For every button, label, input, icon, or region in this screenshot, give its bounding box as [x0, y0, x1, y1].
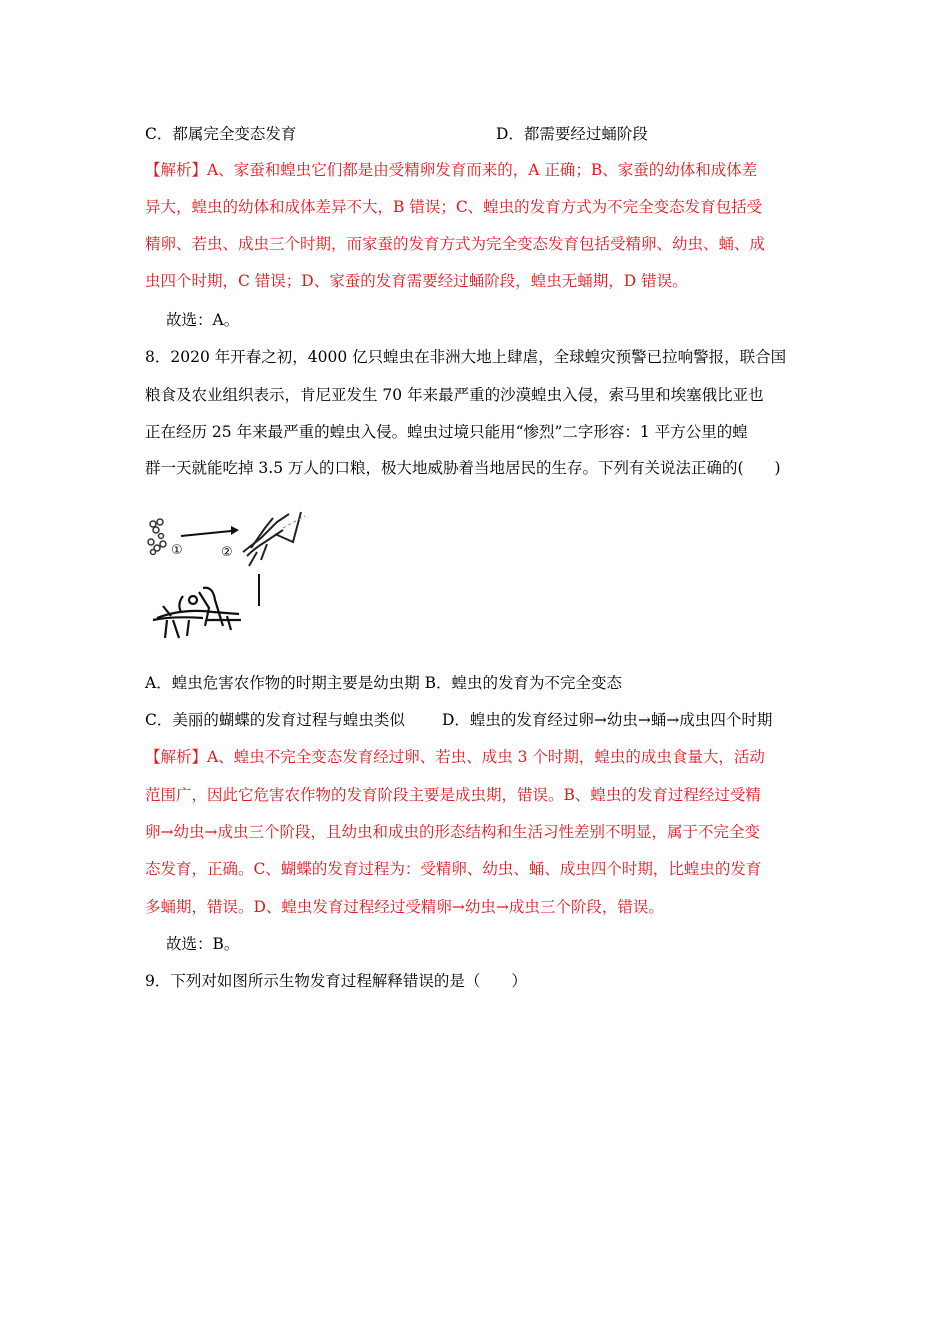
q8-analysis-line: 卵→幼虫→成虫三个阶段，且幼虫和成虫的形态结构和生活习性差别不明显，属于不完全变	[145, 823, 760, 841]
q8-analysis-line: 【解析】A、蝗虫不完全变态发育经过卵、若虫、成虫 3 个时期，蝗虫的成虫食量大，活动	[145, 748, 765, 766]
q8-analysis-line: 态发育，正确。C、蝴蝶的发育过程为：受精卵、幼虫、蛹、成虫四个时期，比蝗虫的发育	[145, 860, 762, 878]
locust-life-cycle-drawing	[143, 508, 308, 648]
q9-stem: 9．下列对如图所示生物发育过程解释错误的是（ ）	[145, 972, 527, 990]
q7-option-d: D．都需要经过蛹阶段	[496, 125, 648, 143]
q8-stem-line: 粮食及农业组织表示，肯尼亚发生 70 年来最严重的沙漠蝗虫入侵，索马里和埃塞俄比亚也	[145, 386, 764, 404]
arrow-right-icon	[181, 526, 239, 536]
q8-stem-line: 群一天就能吃掉 3.5 万人的口粮，极大地威胁着当地居民的生存。下列有关说法正确的( )	[145, 459, 781, 477]
q8-stem-line: 8．2020 年开春之初，4000 亿只蝗虫在非洲大地上肆虐，全球蝗灾预警已拉响警报，联合国	[145, 348, 787, 366]
q7-analysis-line: 【解析】A、家蚕和蝗虫它们都是由受精卵发育而来的，A 正确；B、家蚕的幼体和成体差	[145, 161, 758, 179]
stage-label: ①	[171, 543, 183, 558]
q8-option-d: D．蝗虫的发育经过卵→幼虫→蛹→成虫四个时期	[442, 711, 773, 729]
locust-adult-icon	[153, 588, 241, 638]
locust-nymph-icon	[243, 512, 305, 566]
q7-analysis-line: 虫四个时期，C 错误；D、家蚕的发育需要经过蛹阶段，蝗虫无蛹期，D 错误。	[145, 272, 688, 290]
q8-option-c: C．美丽的蝴蝶的发育过程与蝗虫类似	[145, 711, 405, 729]
locust-life-cycle-figure	[143, 508, 308, 648]
q8-answer: 故选：B。	[166, 935, 240, 953]
stage-label: ②	[221, 545, 233, 560]
q7-answer: 故选：A。	[166, 311, 240, 329]
q8-analysis-line: 范围广，因此它危害农作物的发育阶段主要是成虫期，错误。B、蝗虫的发育过程经过受精	[145, 786, 761, 804]
q8-analysis-line: 多蛹期，错误。D、蝗虫发育过程经过受精卵→幼虫→成虫三个阶段，错误。	[145, 898, 664, 916]
egg-cluster-icon	[148, 519, 166, 555]
q7-analysis-line: 精卵、若虫、成虫三个时期，而家蚕的发育方式为完全变态发育包括受精卵、幼虫、蛹、成	[145, 235, 766, 253]
q7-analysis-line: 异大，蝗虫的幼体和成体差异不大，B 错误；C、蝗虫的发育方式为不完全变态发育包括受	[145, 198, 763, 216]
q7-option-c: C．都属完全变态发育	[145, 125, 297, 143]
q8-stem-line: 正在经历 25 年来最严重的蝗虫入侵。蝗虫过境只能用“惨烈”二字形容：1 平方公里的蝗	[145, 423, 748, 441]
q8-option-ab: A．蝗虫危害农作物的时期主要是幼虫期 B．蝗虫的发育为不完全变态	[145, 674, 623, 692]
